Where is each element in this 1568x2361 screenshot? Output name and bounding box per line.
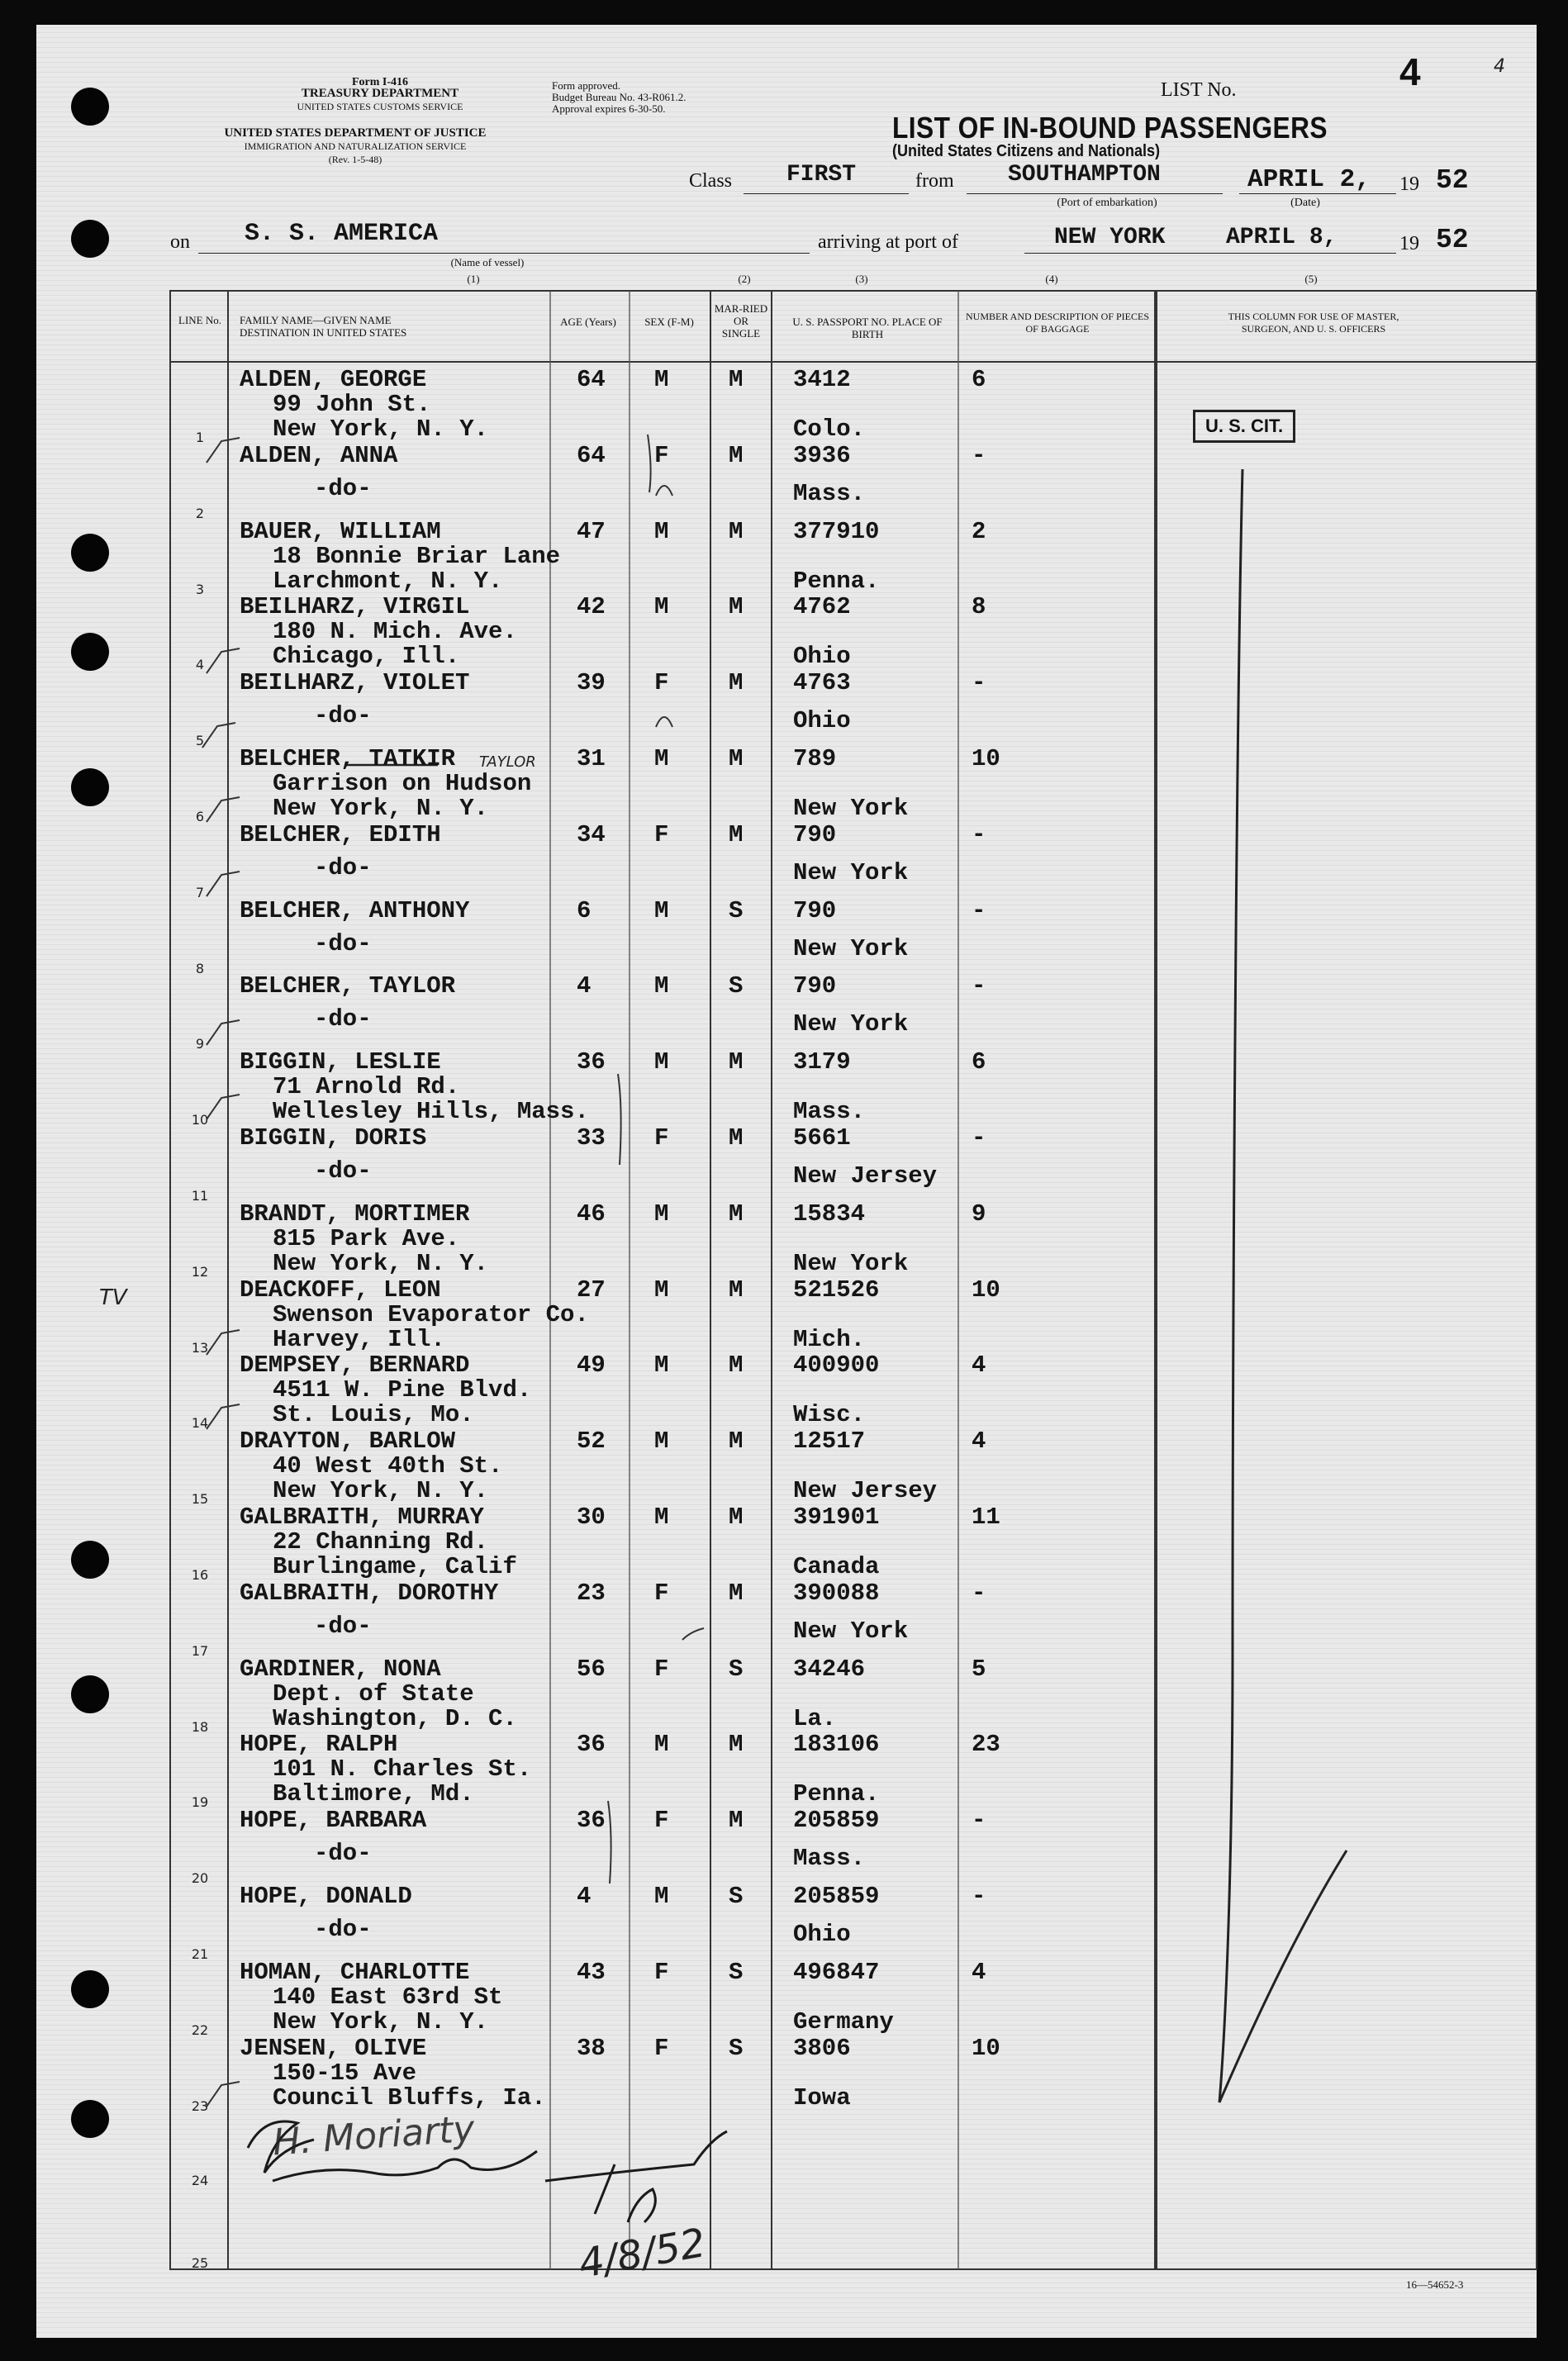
passenger-name: HOMAN, CHARLOTTE [240,1958,470,1986]
place-of-birth: New York [793,934,909,962]
passenger-sex: F [654,1807,669,1835]
passenger-sex: M [654,745,669,772]
baggage-count: 4 [972,1958,986,1986]
passenger-address-1: -do- [314,853,372,881]
passport-number: 205859 [793,1807,880,1835]
passenger-name: BIGGIN, DORIS [240,1124,427,1152]
passenger-address-2: Chicago, Ill. [273,643,460,671]
passenger-address-2: St. Louis, Mo. [273,1401,474,1429]
passenger-address-1: 18 Bonnie Briar Lane [273,542,561,570]
customs-service: UNITED STATES CUSTOMS SERVICE [297,101,463,112]
place-of-birth: New York [793,795,909,822]
passport-number: 390088 [793,1579,880,1607]
baggage-count: - [972,972,986,1000]
baggage-count: 10 [972,745,1000,772]
embark-year: 52 [1436,165,1469,196]
baggage-count: - [972,820,986,848]
passenger-address-2: New York, N. Y. [273,2007,489,2036]
passenger-age: 46 [577,1200,606,1228]
signature-date: 4/8/52 [575,2220,710,2287]
passport-number: 790 [793,896,837,924]
line-number: 7 [195,884,205,900]
line-number: 12 [191,1263,209,1280]
place-of-birth: New York [793,1010,909,1038]
line-number: 1 [195,430,205,445]
passenger-name: BEILHARZ, VIRGIL [240,593,470,621]
place-of-birth: New York [793,1249,909,1277]
line-number: 18 [191,1718,209,1735]
passenger-sex: F [654,1655,669,1683]
place-of-birth: Penna. [793,567,880,595]
place-of-birth: New York [793,858,909,886]
col-header-officers: THIS COLUMN FOR USE OF MASTER, SURGEON, AND U. S. OFFICERS [1228,311,1399,335]
passenger-age: 33 [577,1124,606,1152]
list-title: LIST OF IN-BOUND PASSENGERS [892,111,1328,145]
place-of-birth: Germany [793,2007,894,2036]
passenger-address-1: 99 John St. [273,391,431,418]
place-of-birth: La. [793,1704,837,1732]
passenger-address-1: 101 N. Charles St. [273,1755,532,1784]
passenger-age: 49 [577,1352,606,1380]
passenger-sex: F [654,441,669,469]
passenger-marital-status: M [729,1124,744,1152]
baggage-count: 10 [972,1276,1000,1304]
passport-number: 205859 [793,1883,880,1910]
line-number: 4 [195,657,205,673]
place-of-birth: Mich. [793,1325,866,1353]
place-of-birth: Mass. [793,1845,866,1873]
list-subtitle: (United States Citizens and Nationals) [892,142,1161,160]
passport-number: 3936 [793,441,851,469]
passenger-marital-status: M [729,1276,744,1304]
place-of-birth: Wisc. [793,1401,866,1429]
baggage-count: - [972,1883,986,1910]
passenger-address-1: 4511 W. Pine Blvd. [273,1376,532,1404]
passenger-marital-status: M [729,593,744,621]
passenger-name: BELCHER, TATKIR [240,745,456,772]
passenger-age: 4 [577,972,592,1000]
date-caption: (Date) [1290,197,1320,209]
embark-date: APRIL 2, [1247,165,1371,194]
passenger-name: GALBRAITH, DOROTHY [240,1579,499,1607]
passenger-marital-status: M [729,366,744,393]
line-number: 16 [191,1567,209,1583]
baggage-count: 2 [972,517,986,545]
col-header-line-no: LINE No. [178,314,221,326]
passenger-address-1: Swenson Evaporator Co. [273,1300,589,1328]
passenger-marital-status: M [729,1352,744,1380]
col-header-name: FAMILY NAME—GIVEN NAME DESTINATION IN UNITED STATES [240,314,407,339]
line-number: 3 [195,581,205,597]
passenger-name: ALDEN, ANNA [240,441,398,469]
passenger-sex: F [654,820,669,848]
passenger-address-1: -do- [314,702,372,730]
passenger-address-2: Burlingame, Calif [273,1553,517,1580]
baggage-count: 10 [972,2034,1000,2062]
passenger-sex: M [654,972,669,1000]
baggage-count: 4 [972,1428,986,1456]
passenger-address-1: Dept. of State [273,1679,474,1708]
passenger-sex: M [654,1504,669,1531]
passenger-age: 52 [577,1428,606,1456]
margin-note: TV [99,1285,127,1310]
passenger-sex: M [654,366,669,393]
place-of-birth: New Jersey [793,1162,938,1190]
passenger-age: 39 [577,669,606,697]
passenger-marital-status: M [729,745,744,772]
line-number: 6 [195,809,205,824]
passenger-name: BELCHER, TAYLOR [240,972,456,1000]
passenger-sex: M [654,1352,669,1380]
passenger-sex: M [654,1731,669,1759]
treasury-dept: TREASURY DEPARTMENT [301,87,459,100]
passenger-sex: M [654,517,669,545]
arrival-year-prefix: 19 [1399,233,1419,254]
form-approved: Form approved. [552,79,621,92]
place-of-birth: Ohio [793,707,851,735]
passport-number: 34246 [793,1655,866,1683]
passport-number: 4762 [793,593,851,621]
passenger-address-1: -do- [314,929,372,957]
passenger-age: 4 [577,1883,592,1910]
passenger-address-2: Washington, D. C. [273,1704,517,1732]
passenger-address-2: New York, N. Y. [273,416,489,443]
col-header-sex: SEX (F-M) [644,316,694,328]
baggage-count: - [972,1807,986,1835]
approval-expires: Approval expires 6-30-50. [552,102,666,115]
arrival-date: APRIL 8, [1226,225,1338,250]
passenger-age: 23 [577,1579,606,1607]
passenger-marital-status: M [729,1428,744,1456]
baggage-count: 4 [972,1352,986,1380]
vessel-name: S. S. AMERICA [245,220,439,248]
place-of-birth: Colo. [793,416,866,443]
taylor-correction: TAYLOR [479,753,536,771]
place-of-birth: Penna. [793,1780,880,1808]
passenger-address-2: Wellesley Hills, Mass. [273,1098,589,1126]
embark-port: SOUTHAMPTON [1008,162,1161,188]
passenger-marital-status: S [729,2034,744,2062]
class-value: FIRST [786,162,857,188]
place-of-birth: Ohio [793,1921,851,1948]
passenger-name: JENSEN, OLIVE [240,2034,427,2062]
passenger-age: 34 [577,820,606,848]
line-number: 24 [191,2173,209,2188]
passenger-age: 64 [577,366,606,393]
line-number: 23 [191,2097,209,2114]
line-number: 14 [191,1415,209,1432]
passport-number: 521526 [793,1276,880,1304]
passenger-name: ALDEN, GEORGE [240,366,427,393]
passenger-address-1: 180 N. Mich. Ave. [273,618,517,646]
baggage-count: 8 [972,593,986,621]
passport-number: 3179 [793,1048,851,1076]
signature: H. Moriarty [271,2107,477,2164]
revision: (Rev. 1-5-48) [328,154,382,165]
baggage-count: 9 [972,1200,986,1228]
passenger-name: HOPE, RALPH [240,1731,398,1759]
form-id: Form I-416 [351,76,409,88]
passenger-address-2: New York, N. Y. [273,1249,489,1277]
passport-number: 790 [793,972,837,1000]
passenger-marital-status: M [729,1048,744,1076]
passenger-marital-status: M [729,1579,744,1607]
place-of-birth: Mass. [793,479,866,507]
passenger-address-1: -do- [314,1612,372,1640]
passenger-age: 6 [577,896,592,924]
passenger-name: DEMPSEY, BERNARD [240,1352,470,1380]
baggage-count: 6 [972,366,986,393]
arrival-year: 52 [1436,225,1469,255]
passenger-age: 43 [577,1958,606,1986]
passenger-marital-status: M [729,1731,744,1759]
passenger-name: BRANDT, MORTIMER [240,1200,470,1228]
passport-number: 391901 [793,1504,880,1531]
line-number: 22 [191,2021,209,2038]
col-header-baggage: NUMBER AND DESCRIPTION OF PIECES OF BAGGAGE [965,311,1150,335]
passport-number: 3806 [793,2034,851,2062]
passenger-age: 30 [577,1504,606,1531]
passenger-name: HOPE, BARBARA [240,1807,427,1835]
line-number: 25 [191,2255,209,2271]
line-number: 20 [191,1870,209,1887]
passenger-address-1: 40 West 40th St. [273,1452,503,1480]
passenger-sex: M [654,593,669,621]
place-of-birth: New York [793,1617,909,1645]
passenger-marital-status: M [729,517,744,545]
passenger-address-1: -do- [314,1840,372,1868]
passenger-address-2: New York, N. Y. [273,795,489,822]
passenger-age: 36 [577,1807,606,1835]
passport-number: 789 [793,745,837,772]
passport-number: 12517 [793,1428,866,1456]
passport-number: 5661 [793,1124,851,1152]
passenger-age: 64 [577,441,606,469]
passport-number: 377910 [793,517,880,545]
passenger-sex: F [654,1579,669,1607]
passenger-sex: M [654,1200,669,1228]
passenger-name: BEILHARZ, VIOLET [240,669,470,697]
baggage-count: - [972,896,986,924]
col-header-age: AGE (Years) [560,316,616,328]
line-number: 11 [191,1188,209,1204]
passport-number: 4763 [793,669,851,697]
on-label: on [170,231,190,253]
arriving-label: arriving at port of [818,231,958,253]
list-no: 4 [1399,50,1421,93]
baggage-count: 5 [972,1655,986,1683]
passport-number: 3412 [793,366,851,393]
passenger-address-1: 22 Channing Rd. [273,1528,489,1556]
passenger-address-2: Harvey, Ill. [273,1325,445,1353]
list-no-label: LIST No. [1161,79,1237,101]
passenger-marital-status: S [729,1883,744,1910]
baggage-count: - [972,1579,986,1607]
us-citizen-stamp: U. S. CIT. [1193,410,1295,443]
place-of-birth: New Jersey [793,1477,938,1505]
passenger-sex: F [654,669,669,697]
ins-service: IMMIGRATION AND NATURALIZATION SERVICE [244,140,467,152]
passenger-name: DRAYTON, BARLOW [240,1428,456,1456]
place-of-birth: Iowa [793,2083,851,2112]
passenger-age: 36 [577,1048,606,1076]
passenger-marital-status: M [729,1807,744,1835]
passenger-sex: M [654,1276,669,1304]
col-num-1: (1) [467,273,480,285]
col-header-married: MAR-RIED OR SINGLE [714,302,768,340]
passenger-name: BIGGIN, LESLIE [240,1048,441,1076]
passenger-sex: F [654,2034,669,2062]
place-of-birth: Mass. [793,1098,866,1126]
passenger-name: GALBRAITH, MURRAY [240,1504,484,1531]
col-header-passport: U. S. PASSPORT NO. PLACE OF BIRTH [792,316,943,340]
passenger-marital-status: S [729,896,744,924]
passenger-name: BELCHER, ANTHONY [240,896,470,924]
passenger-marital-status: M [729,441,744,469]
baggage-count: - [972,669,986,697]
passenger-marital-status: S [729,1655,744,1683]
passenger-age: 47 [577,517,606,545]
passenger-address-1: 71 Arnold Rd. [273,1073,460,1101]
passenger-address-2: Larchmont, N. Y. [273,567,503,595]
passport-number: 15834 [793,1200,866,1228]
passport-number: 496847 [793,1958,880,1986]
arrival-port: NEW YORK [1054,225,1166,250]
passenger-sex: M [654,1883,669,1910]
place-of-birth: Canada [793,1553,880,1580]
baggage-count: 11 [972,1504,1000,1531]
corner-mark: 4 [1494,56,1505,77]
passenger-name: GARDINER, NONA [240,1655,441,1683]
line-number: 5 [195,733,205,749]
place-of-birth: Ohio [793,643,851,671]
passenger-age: 42 [577,593,606,621]
passenger-address-2: Baltimore, Md. [273,1780,474,1808]
passenger-name: BELCHER, EDITH [240,820,441,848]
passenger-name: DEACKOFF, LEON [240,1276,441,1304]
col-num-4: (4) [1045,273,1058,285]
line-number: 2 [195,505,205,521]
passenger-name: BAUER, WILLIAM [240,517,441,545]
passenger-address-1: -do- [314,474,372,502]
passenger-age: 56 [577,1655,606,1683]
baggage-count: 23 [972,1731,1000,1759]
passenger-sex: M [654,1048,669,1076]
justice-dept: UNITED STATES DEPARTMENT OF JUSTICE [224,126,487,140]
line-number: 19 [191,1794,209,1811]
passenger-sex: M [654,1428,669,1456]
passenger-marital-status: M [729,820,744,848]
col-num-2: (2) [738,273,751,285]
passenger-address-1: -do- [314,1916,372,1943]
line-number: 10 [191,1112,209,1128]
passenger-marital-status: M [729,1200,744,1228]
passenger-marital-status: M [729,669,744,697]
passport-number: 183106 [793,1731,880,1759]
passenger-marital-status: S [729,972,744,1000]
passenger-marital-status: S [729,1958,744,1986]
footer-code: 16—54652-3 [1406,2278,1464,2291]
baggage-count: - [972,441,986,469]
passenger-address-1: -do- [314,1157,372,1185]
from-label: from [915,170,954,192]
line-number: 17 [191,1642,209,1659]
line-number: 8 [195,960,205,976]
passenger-sex: M [654,896,669,924]
passenger-address-1: 150-15 Ave [273,2059,417,2087]
baggage-count: - [972,1124,986,1152]
passenger-age: 38 [577,2034,606,2062]
passenger-sex: F [654,1958,669,1986]
passenger-sex: F [654,1124,669,1152]
budget-bureau: Budget Bureau No. 43-R061.2. [552,91,687,103]
col-num-3: (3) [855,273,868,285]
passenger-address-2: Council Bluffs, Ia. [273,2083,546,2112]
line-number: 21 [191,1946,209,1962]
passport-number: 400900 [793,1352,880,1380]
vessel-caption: (Name of vessel) [450,256,525,268]
passenger-address-1: -do- [314,1005,372,1033]
embark-port-caption: (Port of embarkation) [1057,197,1157,209]
passenger-age: 31 [577,745,606,772]
line-number: 9 [195,1036,205,1052]
passenger-marital-status: M [729,1504,744,1531]
col-num-5: (5) [1304,273,1318,285]
passenger-name: HOPE, DONALD [240,1883,412,1910]
embark-year-prefix: 19 [1399,173,1419,195]
passport-number: 790 [793,820,837,848]
passenger-age: 36 [577,1731,606,1759]
passenger-address-2: New York, N. Y. [273,1477,489,1505]
passenger-address-1: 815 Park Ave. [273,1224,460,1252]
line-number: 13 [191,1339,209,1356]
passenger-address-1: Garrison on Hudson [273,770,532,797]
passenger-address-1: 140 East 63rd St [273,1983,503,2011]
class-label: Class [689,170,733,192]
line-number: 15 [191,1491,209,1508]
baggage-count: 6 [972,1048,986,1076]
passenger-age: 27 [577,1276,606,1304]
